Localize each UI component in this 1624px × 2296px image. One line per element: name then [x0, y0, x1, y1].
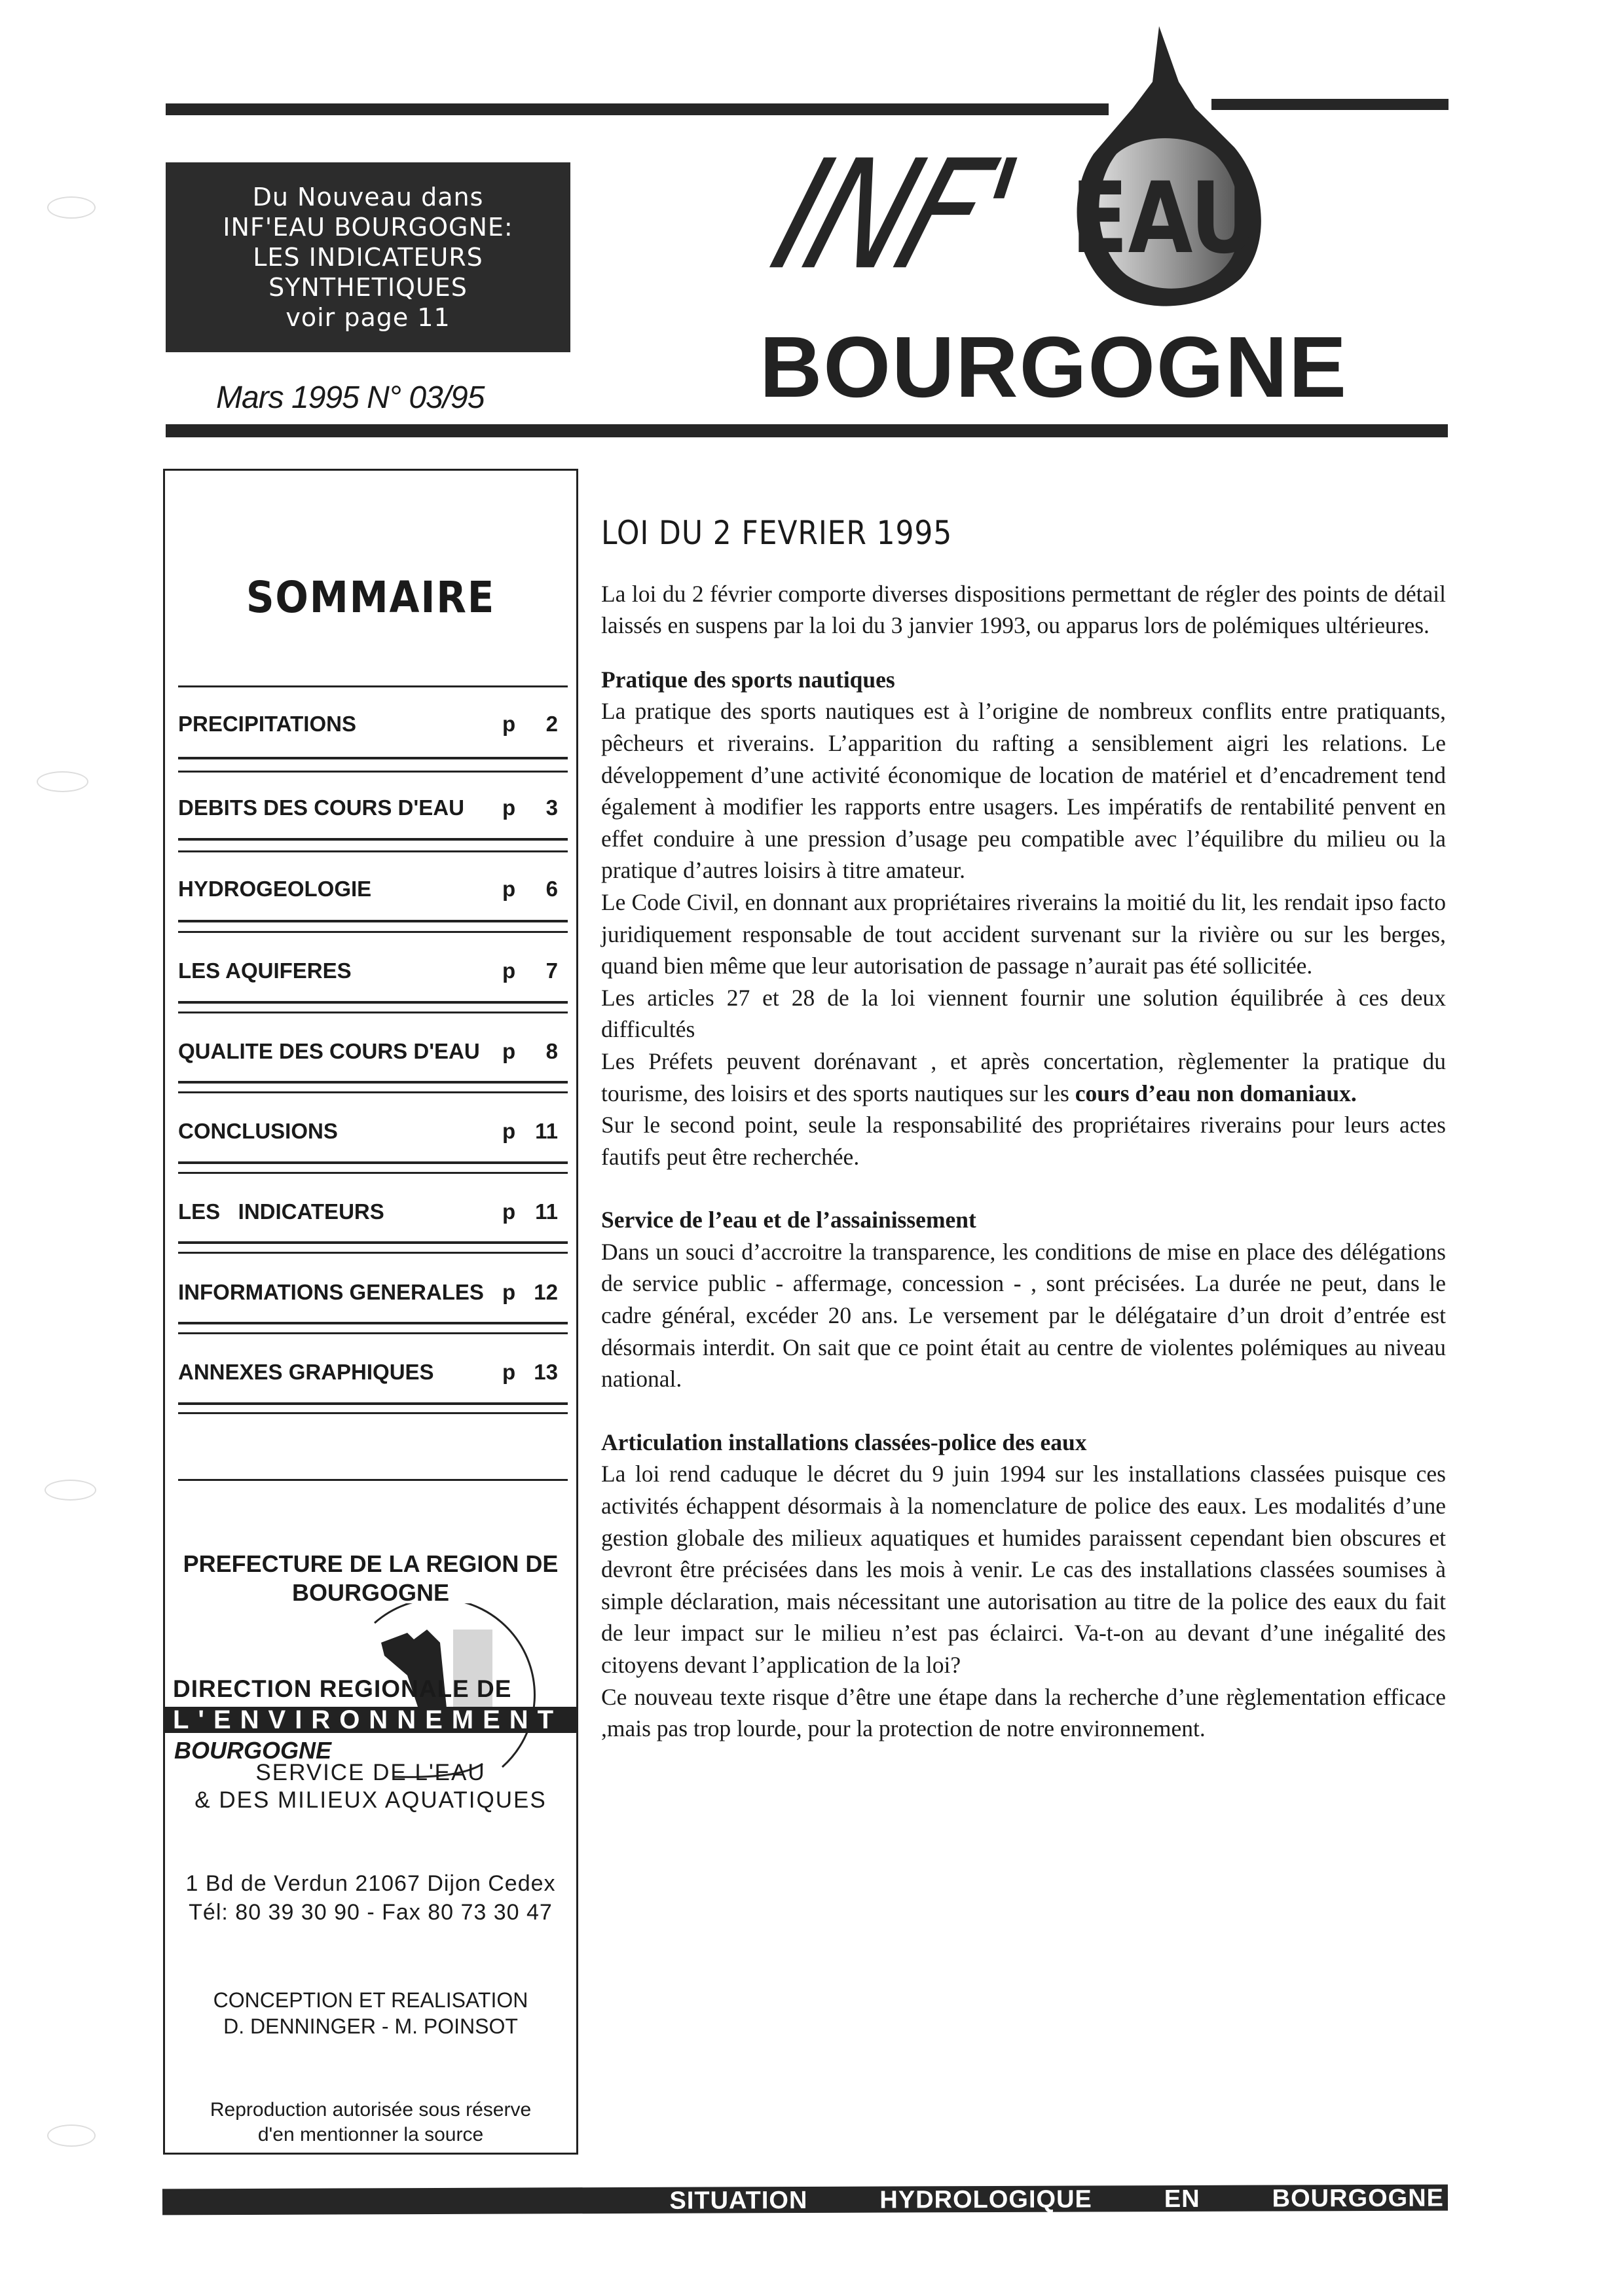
toc-divider [178, 1011, 568, 1013]
toc-divider [178, 771, 568, 773]
header-rule [166, 424, 1448, 437]
paragraph: Ce nouveau texte risque d’être une étape dans la recherche d’une règlementation efficace ,mais pas trop lourde, pour la protection de notre environnement. [601, 1683, 1446, 1742]
reproduction-notice: Reproduction autorisée sous réserve d'en mentionner la source [210, 2099, 532, 2145]
toc-page: p 2 [502, 712, 558, 736]
toc-divider [178, 685, 568, 687]
article-title: LOI DU 2 FEVRIER 1995 [601, 514, 953, 552]
toc-divider [178, 1479, 568, 1481]
toc-page: p 7 [502, 958, 558, 983]
toc-item-annexes[interactable] [178, 1360, 558, 1385]
toc-divider [178, 1252, 568, 1254]
toc-page: p 8 [502, 1039, 558, 1063]
sommaire-title: SOMMAIRE [246, 572, 496, 623]
toc-divider [178, 920, 568, 922]
punch-hole [47, 2124, 96, 2147]
water-drop-logo-icon [1054, 23, 1277, 311]
prefecture-block: PREFECTURE DE LA REGION DE BOURGOGNE [183, 1550, 559, 1606]
paragraph: La loi rend caduque le décret du 9 juin 1994 sur les installations classées puisque ces activités échappent désormais à la nomenclature de police des eaux. Les modalités d’une gestion globale des milieux aquatiques et humides paraissent cependant bien obscures et devront être précisées dans les mois à venir. Le cas des installations classées soumises à simple déclaration, mais nécessitant une autorisation au titre de la police des eaux du fait de leur impact sur le milieu n’est pas éclairci. Va-t-on au devant d’une inégalité des citoyens devant l’application de la loi? [601, 1461, 1446, 1678]
toc-label: QUALITE DES COURS D'EAU [178, 1039, 480, 1063]
toc-divider [178, 1081, 568, 1084]
toc-label: PRECIPITATIONS [178, 712, 356, 736]
paragraph: Le Code Civil, en donnant aux propriétaires riverains la moitié du lit, les rendait ipso facto juridiquement responsable de tout accident survenant sur la rivière ou sur les berges, quand bien même que leur autorisation de passage n’aurait pas été sollicitée. [601, 888, 1446, 979]
logo-bourgogne-text: BOURGOGNE [760, 319, 1348, 415]
sommaire-box [163, 469, 578, 2155]
toc-divider [178, 850, 568, 852]
toc-divider [178, 1001, 568, 1004]
toc-label: INFORMATIONS GENERALES [178, 1280, 484, 1304]
punch-hole [37, 771, 88, 792]
logo-inf-text: INF' [754, 128, 1033, 304]
punch-hole [47, 196, 96, 219]
credits-block: CONCEPTION ET REALISATION D. DENNINGER - M. POINSOT [213, 1988, 528, 2038]
toc-label: CONCLUSIONS [178, 1119, 338, 1143]
direction-label: DIRECTION REGIONALE DE [173, 1675, 512, 1702]
toc-divider [178, 931, 568, 933]
paragraph: Sur le second point, seule la responsabilité des propriétaires riverains pour leurs actes fautifs peut être recherchée. [601, 1112, 1446, 1170]
paragraph: La pratique des sports nautiques est à l’origine de nombreux conflits entre pratiquants, pêcheurs et riverains. L’apparition du rafting a sensiblement aigri les relations. Le développement d’une activité économique de location de matériel et d’encadrement tend également à modifier les rapports entre usagers. Les impératifs de rentabilité penvent en effet conduire à une pression d’usage peu compatible avec l’équilibre du milieu ou la pratique d’autres loisirs à titre amateur. [601, 698, 1446, 884]
toc-item-aquiferes[interactable] [178, 958, 558, 983]
footer-band [162, 2185, 1448, 2215]
promo-line: LES INDICATEURS [253, 243, 483, 272]
toc-divider [178, 757, 568, 759]
toc-item-indicateurs[interactable] [178, 1199, 558, 1224]
address-block: 1 Bd de Verdun 21067 Dijon Cedex Tél: 80 39 30 90 - Fax 80 73 30 47 [185, 1871, 556, 1925]
svg-text:EAU: EAU [1071, 160, 1258, 276]
bold-emphasis: cours d’eau non domaniaux. [1075, 1080, 1357, 1106]
toc-item-qualite[interactable] [178, 1039, 558, 1064]
toc-divider [178, 1332, 568, 1334]
section-heading: Pratique des sports nautiques [601, 666, 895, 693]
toc-divider [178, 1161, 568, 1164]
promo-line: Du Nouveau dans [252, 183, 484, 211]
toc-label: DEBITS DES COURS D'EAU [178, 795, 464, 820]
paragraph: Les Préfets peuvent dorénavant , et après concertation, règlementer la pratique du tourisme, des loisirs et des sports nautiques sur les cours d’eau non domaniaux. [601, 1048, 1446, 1106]
toc-label: ANNEXES GRAPHIQUES [178, 1360, 434, 1384]
toc-item-conclusions[interactable] [178, 1119, 558, 1144]
toc-page: p 12 [502, 1280, 558, 1304]
section-heading: Articulation installations classées-police des eaux [601, 1429, 1087, 1455]
toc-divider [178, 1412, 568, 1414]
promo-line: voir page 11 [286, 303, 451, 332]
toc-divider [178, 1172, 568, 1174]
article [601, 511, 1446, 1745]
footer-title: SITUATION HYDROLOGIQUE EN BOURGOGNE [669, 2184, 1445, 2215]
toc-label: LES INDICATEURS [178, 1199, 384, 1224]
paragraph: Les articles 27 et 28 de la loi viennent fournir une solution équilibrée à ces deux difficultés [601, 984, 1446, 1043]
toc-label: LES AQUIFERES [178, 958, 352, 983]
toc-item-precipitations[interactable] [178, 712, 558, 737]
article-intro: La loi du 2 février comporte diverses dispositions permettant de régler des points de détail laissés en suspens par la loi du 3 janvier 1993, ou apparus lors de polémiques ultérieures. [601, 580, 1446, 639]
promo-line: SYNTHETIQUES [268, 273, 468, 302]
promo-box [166, 162, 570, 352]
section-heading: Service de l’eau et de l’assainissement [601, 1207, 976, 1233]
toc-divider [178, 1091, 568, 1093]
header-rule [166, 103, 1109, 115]
bourgogne-label: BOURGOGNE [174, 1737, 332, 1764]
toc-item-informations[interactable] [178, 1280, 558, 1305]
environnement-band: L'ENVIRONNEMENT [165, 1707, 576, 1733]
toc-divider [178, 838, 568, 841]
toc-page: p 11 [502, 1119, 558, 1143]
punch-hole [45, 1480, 96, 1501]
paragraph: Dans un souci d’accroitre la transparence, les conditions de mise en place des délégations de service public - affermage, concession - , sont précisées. La durée ne peut, dans le cadre général, excéder 20 ans. Le versement par le délégataire d’un droit d’entrée est désormais interdit. On sait que ce point était au centre de violentes polémiques au niveau national. [601, 1238, 1446, 1393]
toc-item-hydrogeologie[interactable] [178, 877, 558, 902]
toc-page: p 3 [502, 795, 558, 820]
toc-divider [178, 1241, 568, 1244]
toc-page: p 6 [502, 877, 558, 901]
promo-line: INF'EAU BOURGOGNE: [223, 213, 513, 242]
toc-page: p 13 [502, 1360, 558, 1384]
service-label: SERVICE DE L'EAU & DES MILIEUX AQUATIQUES [194, 1760, 547, 1813]
toc-page: p 11 [502, 1199, 558, 1224]
toc-divider [178, 1402, 568, 1405]
issue-date: Mars 1995 N° 03/95 [216, 380, 485, 415]
toc-label: HYDROGEOLOGIE [178, 877, 372, 901]
toc-divider [178, 1322, 568, 1324]
toc-item-debits[interactable] [178, 795, 558, 820]
